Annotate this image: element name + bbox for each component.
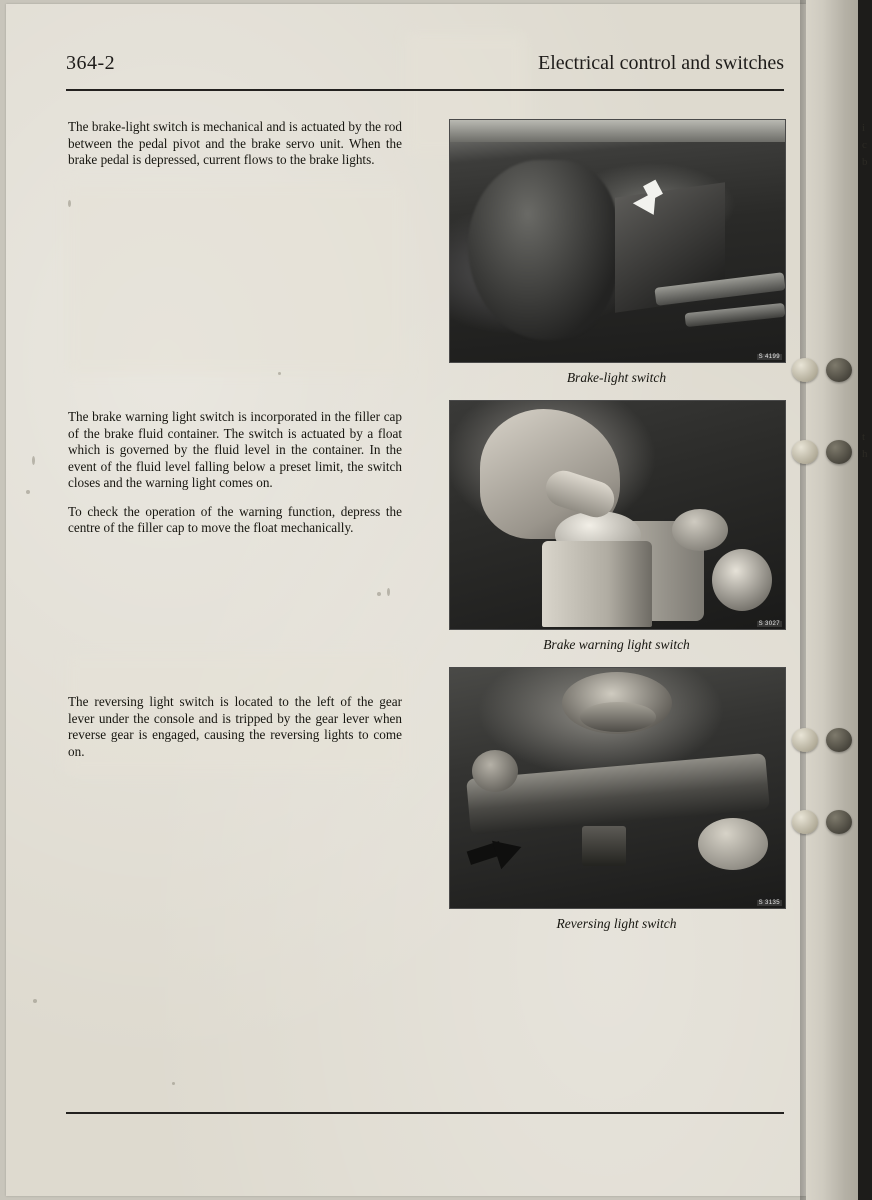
facing-fragment: h — [862, 448, 868, 460]
binder-ring — [792, 358, 818, 382]
body-block-3 — [68, 694, 402, 772]
facing-fragment: i — [862, 122, 866, 134]
binder-ring — [826, 728, 852, 752]
binder-ring — [826, 358, 852, 382]
paper-sheet — [6, 4, 806, 1196]
callout-arrow-icon — [492, 833, 526, 870]
header-title: Electrical control and switches — [537, 52, 784, 74]
body-block-2 — [68, 409, 402, 549]
figure-brake-warning-light-switch — [449, 400, 784, 653]
facing-page-text-sliver — [862, 120, 872, 463]
photo-brake-warning-light-switch — [449, 400, 786, 630]
photo-brake-light-switch — [449, 119, 786, 363]
footer-rule — [66, 1112, 784, 1114]
binder-ring — [792, 728, 818, 752]
photo-reversing-light-switch — [449, 667, 786, 909]
figure-caption: Brake-light switch — [566, 370, 667, 385]
paragraph-1: The brake-light switch is mechanical and is actuated by the rod between the pedal pivot and the brake servo unit. When the brake pedal is depressed, current flows to the brake lights. — [68, 119, 402, 167]
paragraph-3: To check the operation of the warning function, depress the centre of the filler cap to move the float mechanically. — [68, 503, 402, 535]
facing-fragment: c — [862, 139, 867, 151]
binder-ring — [792, 440, 818, 464]
paragraph-4: The reversing light switch is located to the left of the gear lever under the console and is tripped by the gear lever when reverse gear is engaged, causing the reversing lights to come on. — [68, 694, 402, 759]
figure-caption: Brake warning light switch — [543, 637, 690, 652]
figure-caption: Reversing light switch — [556, 916, 677, 931]
figure-column — [449, 119, 784, 946]
binder-ring — [826, 440, 852, 464]
header-rule — [66, 89, 784, 91]
photo-code: S 3135 — [758, 900, 780, 906]
figure-brake-light-switch — [449, 119, 784, 386]
photo-code: S 3027 — [758, 621, 780, 627]
paragraph-2: The brake warning light switch is incorporated in the filler cap of the brake fluid container. The switch is actuated by a float which is governed by the fluid level in the container. In the event of the fluid level falling below a preset limit, the switch closes and the warning light comes on. — [68, 409, 402, 490]
facing-fragment: t — [862, 431, 866, 443]
binder-ring — [792, 810, 818, 834]
facing-fragment: b — [862, 156, 868, 168]
body-block-1 — [68, 119, 402, 181]
binder-ring — [826, 810, 852, 834]
page-number: 364-2 — [66, 52, 116, 74]
page-content — [6, 4, 806, 1196]
figure-reversing-light-switch — [449, 667, 784, 932]
photo-code: S 4199 — [758, 354, 780, 360]
